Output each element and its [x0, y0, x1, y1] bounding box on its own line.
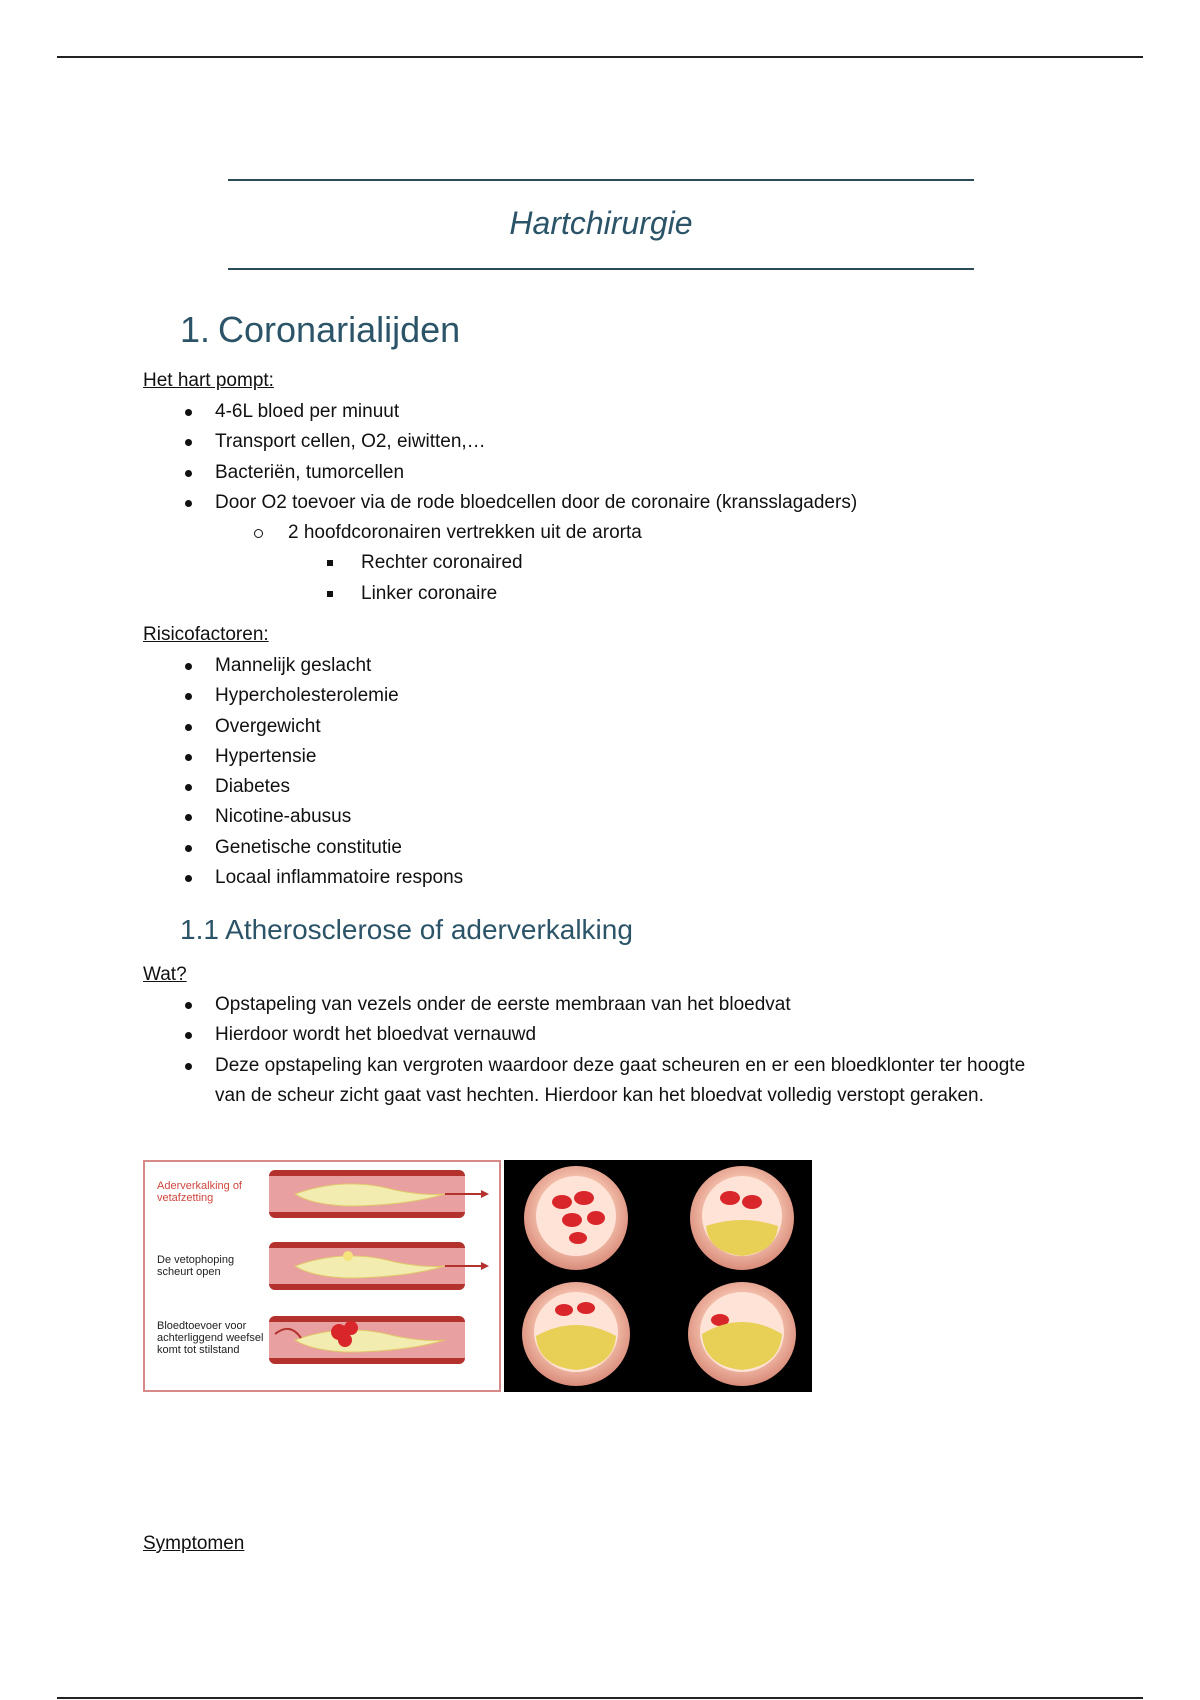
page-bottom-rule: [57, 1697, 1143, 1699]
cross-section-3: [522, 1282, 630, 1386]
list-item: Nicotine-abusus: [215, 802, 463, 832]
sub-sub-list-item: Rechter coronaired: [361, 548, 857, 578]
risicofactoren-list: [215, 651, 463, 893]
section-1-heading: [180, 308, 460, 352]
risicofactoren-label: Risicofactoren:: [143, 624, 269, 645]
sub-list-item-text: 2 hoofdcoronairen vertrekken uit de arorta: [288, 522, 642, 544]
wat-list: [215, 990, 1055, 1111]
symptomen-label: Symptomen: [143, 1533, 245, 1554]
sub-list-item: [288, 518, 857, 609]
list-item: [215, 488, 857, 609]
document-title: Hartchirurgie: [509, 205, 693, 241]
list-item: Diabetes: [215, 772, 463, 802]
list-item: Genetische constitutie: [215, 833, 463, 863]
caption-bloedtoevoer: Bloedtoevoer voor achterliggend weefsel komt tot stilstand: [157, 1320, 264, 1356]
list-item: Hierdoor wordt het bloedvat vernauwd: [215, 1020, 1055, 1050]
artery-stage-2: [269, 1242, 489, 1290]
sub-sub-list: [361, 548, 857, 609]
list-item: Opstapeling van vezels onder de eerste membraan van het bloedvat: [215, 990, 1055, 1020]
section-1-1-heading: 1.1 Atherosclerose of aderverkalking: [180, 914, 633, 945]
section-1-title: Coronarialijden: [218, 309, 461, 350]
list-item-text: Door O2 toevoer via de rode bloedcellen door de coronaire (kransslagaders): [215, 491, 858, 513]
sub-list: [288, 518, 857, 609]
list-item: Mannelijk geslacht: [215, 651, 463, 681]
artery-diagram: [143, 1160, 501, 1392]
artery-stage-1: [269, 1170, 489, 1218]
section-1-number: 1.: [180, 309, 211, 350]
hart-pompt-label: Het hart pompt:: [143, 370, 274, 391]
list-item: Overgewicht: [215, 712, 463, 742]
title-bottom-rule: [228, 268, 974, 270]
cross-section-1: [524, 1166, 628, 1270]
list-item: Hypertensie: [215, 742, 463, 772]
vessel-cross-sections-illustration: [504, 1160, 812, 1392]
list-item: Transport cellen, O2, eiwitten,…: [215, 427, 857, 457]
hart-pompt-list: [215, 397, 857, 609]
list-item: Locaal inflammatoire respons: [215, 863, 463, 893]
cross-section-4: [688, 1282, 796, 1386]
page-top-rule: [57, 56, 1143, 58]
wat-label: Wat?: [143, 964, 187, 985]
sub-sub-list-item: Linker coronaire: [361, 579, 857, 609]
artery-stage-3: [269, 1316, 465, 1364]
list-item: Deze opstapeling kan vergroten waardoor deze gaat scheuren en er een bloedklonter ter hoogte van de scheur zicht gaat vast hechten. Hierdoor kan het bloedvat volledig verstopt geraken.: [215, 1051, 1055, 1111]
caption-aderverkalking: Aderverkalking of vetafzetting: [157, 1180, 242, 1204]
cross-section-2: [690, 1166, 794, 1270]
title-block: [228, 179, 974, 270]
list-item: 4-6L bloed per minuut: [215, 397, 857, 427]
list-item: Bacteriën, tumorcellen: [215, 458, 857, 488]
vessel-cross-sections-image: [504, 1160, 812, 1392]
list-item: Hypercholesterolemie: [215, 681, 463, 711]
caption-vetophoping: De vetophoping scheurt open: [157, 1254, 235, 1278]
